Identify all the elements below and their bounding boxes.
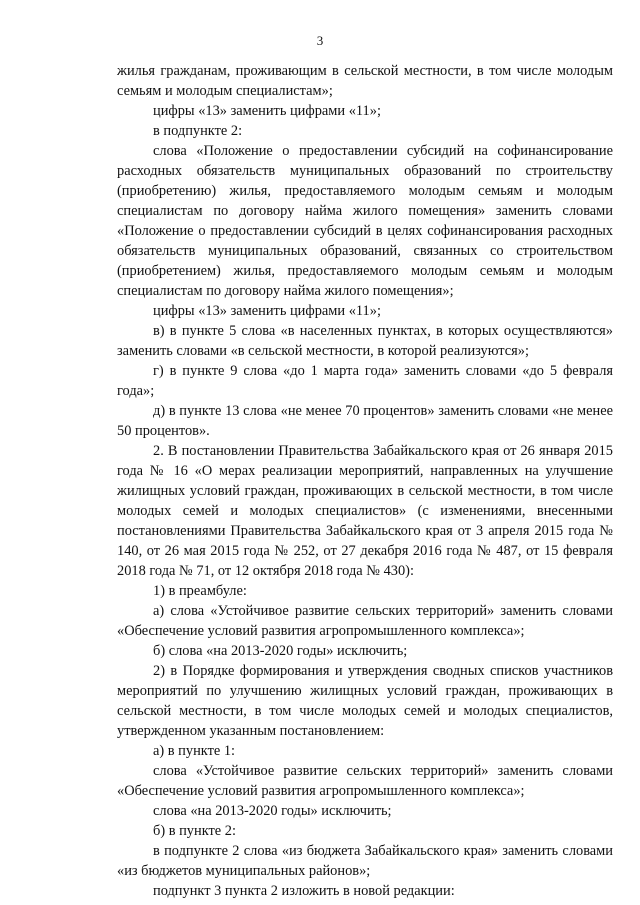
paragraph: слова «на 2013-2020 годы» исключить;	[153, 803, 392, 819]
paragraph: жилья гражданам, проживающим в сельской местности, в том числе молодым семьям и молодым специалистам»;	[117, 63, 613, 99]
paragraph: а) слова «Устойчивое развитие сельских территорий» заменить словами «Обеспечение условий развития агропромышленного комплекса»;	[117, 603, 613, 639]
paragraph: в подпункте 2 слова «из бюджета Забайкальского края» заменить словами «из бюджетов муниципальных районов»;	[117, 843, 613, 879]
paragraph: цифры «13» заменить цифрами «11»;	[153, 103, 381, 119]
paragraph: г) в пункте 9 слова «до 1 марта года» заменить словами «до 5 февраля года»;	[117, 363, 613, 399]
paragraph: в подпункте 2:	[153, 123, 243, 139]
page-number: 3	[316, 33, 324, 48]
paragraph: б) в пункте 2:	[153, 823, 236, 839]
paragraph: 2) в Порядке формирования и утверждения сводных списков участников мероприятий по улучшению жилищных условий граждан, проживающих в сельской местности, в том числе молодых семей и молодых специалистов, утвержденном указанным постановлением:	[117, 663, 613, 739]
paragraph: цифры «13» заменить цифрами «11»;	[153, 303, 381, 319]
paragraph: 2. В постановлении Правительства Забайкальского края от 26 января 2015 года № 16 «О мерах реализации мероприятий, направленных на улучшение жилищных условий граждан, проживающих в сельской местности, в том числе молодых семей и молодых специалистов» (с изменениями, внесенными постановлениями Правительства Забайкальского края от 3 апреля 2015 года № 140, от 26 мая 2015 года № 252, от 27 декабря 2016 года № 487, от 15 февраля 2018 года № 71, от 12 октября 2018 года № 430):	[117, 443, 613, 579]
paragraph: д) в пункте 13 слова «не менее 70 процентов» заменить словами «не менее 50 процентов».	[117, 403, 613, 439]
paragraph: а) в пункте 1:	[153, 743, 236, 759]
paragraph: 1) в преамбуле:	[153, 583, 247, 599]
paragraph: б) слова «на 2013-2020 годы» исключить;	[153, 643, 408, 659]
document-body	[117, 61, 613, 901]
paragraph: слова «Устойчивое развитие сельских территорий» заменить словами «Обеспечение условий развития агропромышленного комплекса»;	[117, 763, 613, 799]
paragraph: в) в пункте 5 слова «в населенных пунктах, в которых осуществляются» заменить словами «в сельской местности, в которой реализуются»;	[117, 323, 613, 359]
paragraph: слова «Положение о предоставлении субсидий на софинансирование расходных обязательств муниципальных образований по строительству (приобретению) жилья, предоставляемого молодым семьям и молодым специалистам по договору найма жилого помещения» заменить словами «Положение о предоставлении субсидий в целях софинансирования расходных обязательств муниципальных образований, связанных со строительством (приобретением) жилья, предоставляемого молодым семьям и молодым специалистам по договору найма жилого помещения»;	[117, 143, 613, 299]
paragraph: подпункт 3 пункта 2 изложить в новой редакции:	[153, 883, 455, 899]
